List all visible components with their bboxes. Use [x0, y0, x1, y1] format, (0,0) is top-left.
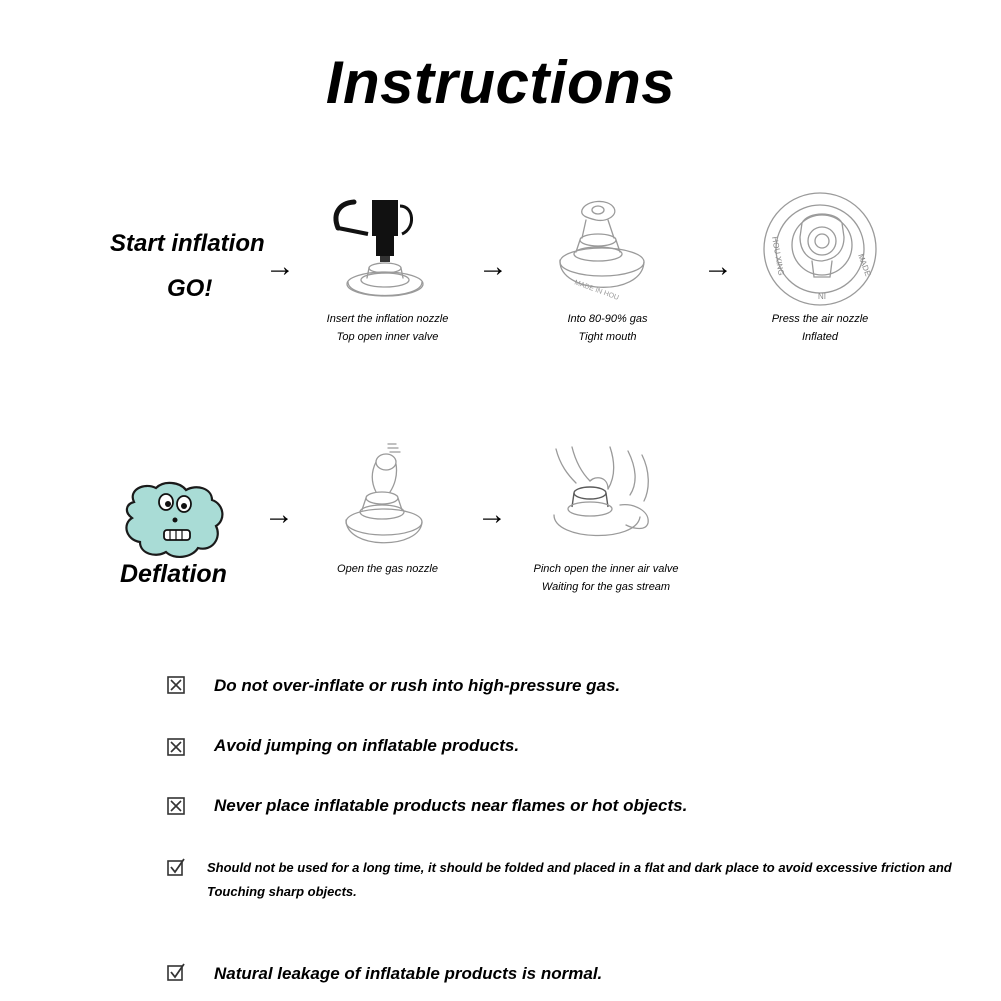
- arrow-icon: →: [265, 250, 295, 283]
- caption-line: Press the air nozzle: [771, 313, 869, 325]
- deflation-step-2-caption: [520, 560, 692, 596]
- inflation-label: Start inflation: [110, 230, 265, 257]
- arrow-icon: →: [477, 498, 507, 531]
- page-title: Instructions: [325, 49, 676, 116]
- inflation-go-label: GO!: [167, 275, 213, 302]
- note-text: Never place inflatable products near flames or hot objects.: [214, 796, 688, 815]
- inflation-step-1-caption: [300, 310, 475, 346]
- open-nozzle-illustration: [340, 440, 430, 555]
- svg-text:HOU XING: HOU XING: [770, 235, 786, 277]
- arrow-icon: →: [703, 250, 733, 283]
- cartoon-blob-icon: [122, 480, 227, 560]
- svg-text:IN: IN: [818, 291, 826, 300]
- crossed-box-icon: [167, 797, 185, 815]
- caption-line: Into 80-90% gas: [567, 313, 648, 325]
- crossed-box-icon: [167, 738, 185, 756]
- note-text: Do not over-inflate or rush into high-pressure gas.: [214, 676, 621, 695]
- caption-line: Waiting for the gas stream: [541, 581, 671, 593]
- deflation-step-1-caption: [315, 560, 460, 578]
- caption-line: Tight mouth: [578, 331, 637, 343]
- pinch-valve-illustration: [550, 445, 660, 545]
- inflation-step-3-caption: [740, 310, 900, 346]
- arrow-icon: →: [264, 498, 294, 531]
- note-text: Natural leakage of inflatable products is normal.: [214, 964, 603, 983]
- inflated-valve-illustration: [552, 198, 667, 308]
- caption-line: Open the gas nozzle: [337, 563, 438, 575]
- pressed-valve-topview-illustration: [762, 193, 882, 308]
- caption-line: Pinch open the inner air valve: [533, 563, 679, 575]
- caption-line: Inflated: [801, 331, 839, 343]
- caption-line: Insert the inflation nozzle: [326, 313, 449, 325]
- svg-text:MADE: MADE: [856, 252, 873, 278]
- note-text: Avoid jumping on inflatable products.: [214, 736, 520, 755]
- arrow-icon: →: [478, 250, 508, 283]
- checked-box-icon: [167, 858, 185, 876]
- inflation-step-2-caption: [530, 310, 685, 346]
- checked-box-icon: [167, 963, 185, 981]
- caption-line: Top open inner valve: [336, 331, 439, 343]
- svg-text:MADE IN HOU: MADE IN HOU: [573, 279, 620, 302]
- note-text: Should not be used for a long time, it should be folded and placed in a flat and dark place to avoid excessive friction and Touching sharp objects.: [207, 860, 952, 899]
- insert-nozzle-illustration: [330, 198, 445, 308]
- crossed-box-icon: [167, 676, 185, 694]
- deflation-label: Deflation: [120, 560, 227, 588]
